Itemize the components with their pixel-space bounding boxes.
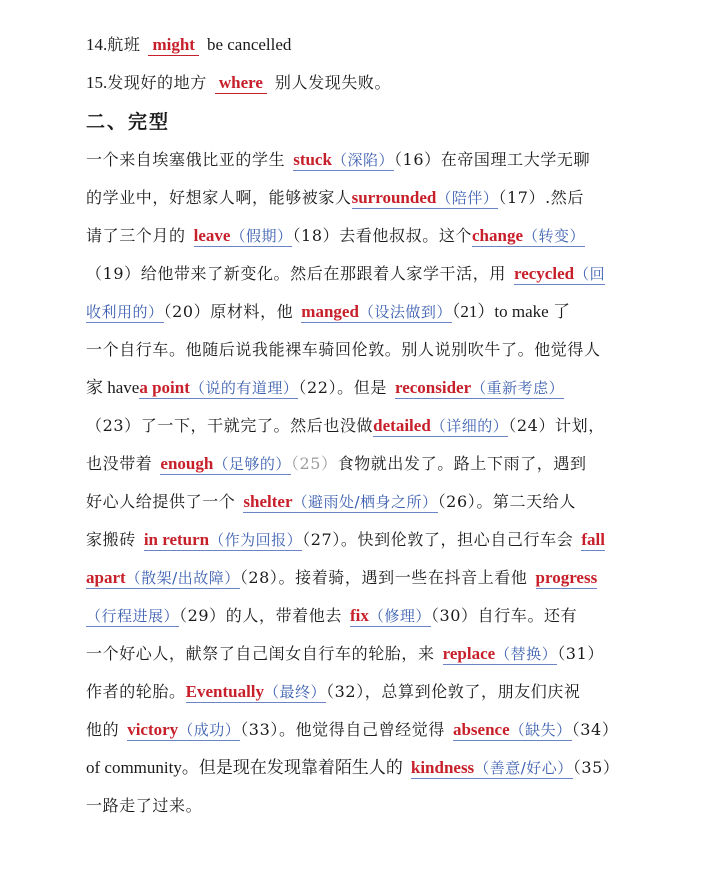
answer-gloss: （足够的） bbox=[213, 455, 291, 473]
text: 一个自行车。他随后说我能裸车骑回伦敦。别人说别吹牛了。他觉得人 bbox=[86, 340, 601, 359]
passage-line-2 bbox=[86, 187, 584, 209]
answer-word bbox=[144, 530, 302, 551]
answer-gloss: （陪伴） bbox=[436, 189, 499, 207]
text: 好心人给提供了一个 bbox=[86, 492, 236, 511]
text: （35） bbox=[572, 758, 620, 777]
answer-word bbox=[86, 606, 179, 627]
answer-gloss: （缺失） bbox=[509, 721, 572, 739]
answer-text: a point bbox=[139, 378, 190, 397]
text: （32），总算到伦敦了，朋友们庆祝 bbox=[326, 682, 581, 701]
passage-line-6 bbox=[86, 339, 601, 361]
answer-gloss: （回 bbox=[574, 265, 606, 283]
answer-text: reconsider bbox=[394, 378, 472, 397]
text: 请了三个月的 bbox=[86, 226, 186, 245]
answer-text: change bbox=[472, 226, 524, 245]
answer-gloss: （最终） bbox=[264, 683, 327, 701]
answer-gloss: （设法做到） bbox=[358, 303, 452, 321]
text: 食物就出发了。路上下雨了，遇到 bbox=[337, 454, 587, 473]
answer-gloss: 收利用的） bbox=[86, 303, 164, 321]
answer-text: absence bbox=[452, 720, 510, 739]
text: （25） bbox=[290, 454, 338, 473]
passage-line-5 bbox=[86, 301, 570, 323]
text: 也没带着 bbox=[86, 454, 153, 473]
text: （20）原材料，他 bbox=[163, 302, 294, 321]
answer-text: surrounded bbox=[351, 188, 437, 207]
answer-gloss: （说的有道理） bbox=[189, 379, 299, 397]
answer-text: manged bbox=[301, 302, 359, 321]
answer-word bbox=[127, 720, 240, 741]
passage-line-14 bbox=[86, 643, 604, 665]
answer-word bbox=[350, 606, 431, 627]
answer-word bbox=[411, 758, 573, 779]
text: （34） bbox=[571, 720, 619, 739]
item-tail: 别人发现失败。 bbox=[274, 73, 392, 92]
passage-line-18 bbox=[86, 795, 202, 817]
answer-gloss: （作为回报） bbox=[209, 531, 303, 549]
text: 一个好心人，献祭了自己闺女自行车的轮胎，来 bbox=[86, 644, 435, 663]
text: of community。但是现在发现靠着陌生人的 bbox=[86, 758, 403, 777]
answer-gloss: （假期） bbox=[230, 227, 293, 245]
text: （31） bbox=[557, 644, 604, 663]
answer-text: progress bbox=[535, 568, 598, 587]
passage-line-10 bbox=[86, 491, 576, 513]
answer-word bbox=[194, 226, 293, 247]
answer-word bbox=[453, 720, 572, 741]
passage-line-8 bbox=[86, 415, 605, 437]
item-number: 14. bbox=[86, 35, 108, 54]
answer-text: enough bbox=[160, 454, 214, 473]
answer-gloss: （深陷） bbox=[331, 151, 394, 169]
text: 家 have bbox=[86, 378, 140, 397]
text: （18）去看他叔叔。这个 bbox=[292, 226, 473, 245]
answer-word bbox=[472, 226, 585, 247]
text: 一路走了过来。 bbox=[86, 796, 203, 815]
item-tail: be cancelled bbox=[206, 35, 292, 54]
answer-text: shelter bbox=[243, 492, 293, 511]
text: 一个来自埃塞俄比亚的学生 bbox=[86, 150, 286, 169]
text: （21）to make 了 bbox=[451, 302, 570, 321]
text: （19）给他带来了新变化。然后在那跟着人家学干活，用 bbox=[86, 264, 506, 283]
answer-gloss: （转变） bbox=[523, 227, 586, 245]
answer-word bbox=[536, 568, 598, 589]
text: 家搬砖 bbox=[86, 530, 136, 549]
answer-word bbox=[86, 302, 164, 323]
section-heading: 二、完型 bbox=[86, 111, 171, 133]
text: （16）在帝国理工大学无聊 bbox=[393, 150, 591, 169]
passage-line-3 bbox=[86, 225, 585, 247]
item-prompt: 发现好的地方 bbox=[107, 73, 207, 92]
answer-word bbox=[139, 378, 298, 399]
text: （26）。第二天给人 bbox=[437, 492, 576, 511]
answer-word: might bbox=[148, 35, 199, 56]
answer-word bbox=[86, 568, 240, 589]
passage-line-1 bbox=[86, 149, 590, 171]
answer-text: stuck bbox=[293, 150, 332, 169]
answer-word bbox=[373, 416, 508, 437]
answer-gloss: （替换） bbox=[495, 645, 558, 663]
answer-text: fall bbox=[581, 530, 605, 549]
answer-text: in return bbox=[143, 530, 210, 549]
answer-text: recycled bbox=[513, 264, 575, 283]
text: （24）计划， bbox=[508, 416, 605, 435]
answer-gloss: （成功） bbox=[178, 721, 241, 739]
passage-line-7 bbox=[86, 377, 564, 399]
item-15 bbox=[86, 72, 391, 94]
answer-gloss: （散架/出故障） bbox=[125, 569, 240, 587]
answer-word bbox=[301, 302, 452, 323]
answer-word bbox=[160, 454, 290, 475]
text: （17）.然后 bbox=[498, 188, 584, 207]
answer-word bbox=[186, 682, 326, 703]
answer-text: Eventually bbox=[185, 682, 265, 701]
answer-text: detailed bbox=[373, 416, 431, 435]
answer-text: replace bbox=[442, 644, 496, 663]
text: 作者的轮胎。 bbox=[86, 682, 186, 701]
answer-gloss: （行程进展） bbox=[86, 607, 180, 625]
answer-text: apart bbox=[86, 568, 126, 587]
text: （29）的人，带着他去 bbox=[179, 606, 342, 625]
answer-gloss: （修理） bbox=[368, 607, 431, 625]
answer-word bbox=[293, 150, 394, 171]
answer-gloss: （避雨处/栖身之所） bbox=[292, 493, 438, 511]
text: 的学业中，好想家人啊，能够被家人 bbox=[86, 188, 352, 207]
answer-word: where bbox=[215, 73, 267, 94]
item-number: 15. bbox=[86, 73, 108, 92]
text: 他的 bbox=[86, 720, 120, 739]
text: （27）。快到伦敦了，担心自己行车会 bbox=[302, 530, 574, 549]
text: （28）。接着骑，遇到一些在抖音上看他 bbox=[239, 568, 528, 587]
answer-gloss: （善意/好心） bbox=[474, 759, 573, 777]
passage-line-15 bbox=[86, 681, 581, 703]
passage-line-9 bbox=[86, 453, 587, 475]
answer-text: leave bbox=[193, 226, 231, 245]
text: （33）。他觉得自己曾经觉得 bbox=[240, 720, 445, 739]
answer-gloss: （详细的） bbox=[430, 417, 509, 435]
passage-line-17 bbox=[86, 757, 620, 779]
passage-line-16 bbox=[86, 719, 618, 741]
passage-line-13 bbox=[86, 605, 577, 627]
answer-word bbox=[514, 264, 605, 285]
passage-line-4 bbox=[86, 263, 605, 285]
passage-line-11 bbox=[86, 529, 605, 551]
text: （23）了一下，干就完了。然后也没做 bbox=[86, 416, 374, 435]
text: （22）。但是 bbox=[298, 378, 387, 397]
answer-text: victory bbox=[127, 720, 179, 739]
answer-text: kindness bbox=[410, 758, 475, 777]
answer-word bbox=[395, 378, 564, 399]
text: （30）自行车。还有 bbox=[430, 606, 578, 625]
answer-word bbox=[243, 492, 437, 513]
answer-gloss: （重新考虑） bbox=[471, 379, 565, 397]
passage-line-12 bbox=[86, 567, 597, 589]
answer-word bbox=[352, 188, 499, 209]
item-14 bbox=[86, 34, 291, 56]
answer-word bbox=[581, 530, 605, 551]
answer-word bbox=[443, 644, 558, 665]
answer-text: fix bbox=[349, 606, 369, 625]
item-prompt: 航班 bbox=[107, 35, 141, 54]
